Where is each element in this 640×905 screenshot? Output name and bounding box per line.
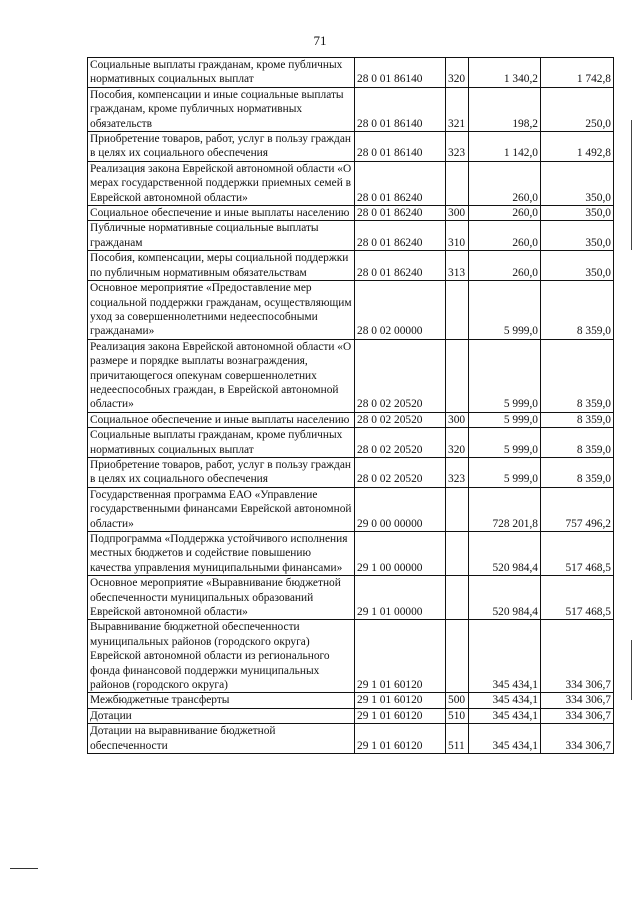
row-name-cell: Дотации на выравнивание бюджетной обеспеченности bbox=[88, 724, 355, 754]
row-name-cell: Основное мероприятие «Выравнивание бюджетной обеспеченности муниципальных образований Еврейской автономной области» bbox=[88, 576, 355, 620]
row-sum2-cell: 334 306,7 bbox=[541, 708, 614, 723]
row-vr-cell: 320 bbox=[446, 428, 469, 458]
row-sum1-cell: 260,0 bbox=[469, 206, 541, 221]
row-vr-cell bbox=[446, 339, 469, 412]
row-vr-cell: 323 bbox=[446, 457, 469, 487]
row-code-cell: 28 0 02 20520 bbox=[355, 412, 446, 427]
row-code-cell: 28 0 02 20520 bbox=[355, 339, 446, 412]
table-row bbox=[88, 87, 614, 131]
row-name-cell: Социальные выплаты гражданам, кроме публичных нормативных социальных выплат bbox=[88, 58, 355, 88]
row-code-cell: 29 1 01 60120 bbox=[355, 693, 446, 708]
row-sum1-cell: 5 999,0 bbox=[469, 428, 541, 458]
row-sum1-cell: 5 999,0 bbox=[469, 457, 541, 487]
row-code-cell: 29 1 01 60120 bbox=[355, 724, 446, 754]
row-sum2-cell: 517 468,5 bbox=[541, 532, 614, 576]
scan-edge-line bbox=[631, 120, 632, 250]
table-row bbox=[88, 708, 614, 723]
row-vr-cell: 300 bbox=[446, 412, 469, 427]
row-vr-cell bbox=[446, 532, 469, 576]
row-sum2-cell: 8 359,0 bbox=[541, 428, 614, 458]
table-row bbox=[88, 620, 614, 693]
table-row bbox=[88, 532, 614, 576]
row-sum2-cell: 334 306,7 bbox=[541, 724, 614, 754]
row-vr-cell: 300 bbox=[446, 206, 469, 221]
row-sum1-cell: 5 999,0 bbox=[469, 412, 541, 427]
row-sum1-cell: 345 434,1 bbox=[469, 708, 541, 723]
row-name-cell: Пособия, компенсации, меры социальной поддержки по публичным нормативным обязательствам bbox=[88, 251, 355, 281]
row-sum1-cell: 345 434,1 bbox=[469, 620, 541, 693]
row-sum1-cell: 345 434,1 bbox=[469, 693, 541, 708]
row-sum1-cell: 1 142,0 bbox=[469, 132, 541, 162]
page-number: 71 bbox=[313, 33, 327, 48]
footnote-rule bbox=[10, 868, 38, 869]
row-sum2-cell: 350,0 bbox=[541, 206, 614, 221]
row-name-cell: Пособия, компенсации и иные социальные выплаты гражданам, кроме публичных нормативных обязательств bbox=[88, 87, 355, 131]
row-name-cell: Приобретение товаров, работ, услуг в пользу граждан в целях их социального обеспечения bbox=[88, 132, 355, 162]
row-sum2-cell: 517 468,5 bbox=[541, 576, 614, 620]
row-sum2-cell: 8 359,0 bbox=[541, 457, 614, 487]
scan-edge-line bbox=[631, 640, 632, 700]
row-sum1-cell: 5 999,0 bbox=[469, 281, 541, 340]
row-sum1-cell: 1 340,2 bbox=[469, 58, 541, 88]
row-sum2-cell: 350,0 bbox=[541, 161, 614, 205]
row-vr-cell: 510 bbox=[446, 708, 469, 723]
row-vr-cell: 323 bbox=[446, 132, 469, 162]
row-sum2-cell: 757 496,2 bbox=[541, 487, 614, 531]
row-vr-cell: 310 bbox=[446, 221, 469, 251]
row-code-cell: 29 0 00 00000 bbox=[355, 487, 446, 531]
row-name-cell: Реализация закона Еврейской автономной области «О мерах государственной поддержки приемных семей в Еврейской автономной области» bbox=[88, 161, 355, 205]
row-code-cell: 29 1 01 00000 bbox=[355, 576, 446, 620]
row-name-cell: Социальное обеспечение и иные выплаты населению bbox=[88, 412, 355, 427]
row-vr-cell: 500 bbox=[446, 693, 469, 708]
row-code-cell: 28 0 02 20520 bbox=[355, 457, 446, 487]
row-sum1-cell: 260,0 bbox=[469, 251, 541, 281]
table-row bbox=[88, 576, 614, 620]
row-name-cell: Публичные нормативные социальные выплаты гражданам bbox=[88, 221, 355, 251]
row-sum2-cell: 1 742,8 bbox=[541, 58, 614, 88]
table-row bbox=[88, 161, 614, 205]
row-name-cell: Социальные выплаты гражданам, кроме публичных нормативных социальных выплат bbox=[88, 428, 355, 458]
table-row bbox=[88, 132, 614, 162]
row-sum1-cell: 520 984,4 bbox=[469, 532, 541, 576]
table-row bbox=[88, 693, 614, 708]
row-code-cell: 29 1 01 60120 bbox=[355, 708, 446, 723]
row-sum2-cell: 350,0 bbox=[541, 221, 614, 251]
row-code-cell: 28 0 01 86240 bbox=[355, 161, 446, 205]
row-name-cell: Подпрограмма «Поддержка устойчивого исполнения местных бюджетов и содействие повышению качества управления муниципальными финансами» bbox=[88, 532, 355, 576]
row-sum2-cell: 250,0 bbox=[541, 87, 614, 131]
row-vr-cell bbox=[446, 281, 469, 340]
row-sum1-cell: 728 201,8 bbox=[469, 487, 541, 531]
row-vr-cell bbox=[446, 487, 469, 531]
row-code-cell: 28 0 01 86140 bbox=[355, 87, 446, 131]
row-name-cell: Реализация закона Еврейской автономной области «О размере и порядке выплаты вознаграждения, причитающегося опекунам совершеннолетних недееспособных граждан, в Еврейской автономной области» bbox=[88, 339, 355, 412]
row-code-cell: 28 0 01 86240 bbox=[355, 251, 446, 281]
row-code-cell: 28 0 01 86140 bbox=[355, 58, 446, 88]
row-sum2-cell: 334 306,7 bbox=[541, 620, 614, 693]
table-row bbox=[88, 206, 614, 221]
row-sum2-cell: 8 359,0 bbox=[541, 412, 614, 427]
row-name-cell: Выравнивание бюджетной обеспеченности муниципальных районов (городского округа) Еврейской автономной области из регионального фонда финансовой поддержки муниципальных районов (городского округа) bbox=[88, 620, 355, 693]
table-row bbox=[88, 221, 614, 251]
row-code-cell: 28 0 01 86240 bbox=[355, 206, 446, 221]
row-code-cell: 29 1 01 60120 bbox=[355, 620, 446, 693]
row-name-cell: Дотации bbox=[88, 708, 355, 723]
table-row bbox=[88, 724, 614, 754]
row-name-cell: Государственная программа ЕАО «Управление государственными финансами Еврейской автономной области» bbox=[88, 487, 355, 531]
row-sum1-cell: 5 999,0 bbox=[469, 339, 541, 412]
table-row bbox=[88, 487, 614, 531]
row-code-cell: 28 0 02 00000 bbox=[355, 281, 446, 340]
row-vr-cell: 511 bbox=[446, 724, 469, 754]
row-sum1-cell: 345 434,1 bbox=[469, 724, 541, 754]
budget-table-body bbox=[88, 58, 614, 754]
row-sum2-cell: 8 359,0 bbox=[541, 281, 614, 340]
row-code-cell: 28 0 01 86240 bbox=[355, 221, 446, 251]
row-sum1-cell: 260,0 bbox=[469, 161, 541, 205]
table-row bbox=[88, 251, 614, 281]
row-sum2-cell: 334 306,7 bbox=[541, 693, 614, 708]
row-name-cell: Основное мероприятие «Предоставление мер социальной поддержки гражданам, осуществляющим уход за совершеннолетними недееспособными гражданами» bbox=[88, 281, 355, 340]
row-vr-cell: 313 bbox=[446, 251, 469, 281]
table-row bbox=[88, 428, 614, 458]
table-row bbox=[88, 412, 614, 427]
budget-table bbox=[87, 57, 614, 754]
row-sum1-cell: 520 984,4 bbox=[469, 576, 541, 620]
row-vr-cell bbox=[446, 576, 469, 620]
row-sum1-cell: 260,0 bbox=[469, 221, 541, 251]
row-sum2-cell: 1 492,8 bbox=[541, 132, 614, 162]
row-sum2-cell: 8 359,0 bbox=[541, 339, 614, 412]
table-row bbox=[88, 281, 614, 340]
row-name-cell: Приобретение товаров, работ, услуг в пользу граждан в целях их социального обеспечения bbox=[88, 457, 355, 487]
row-vr-cell: 321 bbox=[446, 87, 469, 131]
row-code-cell: 29 1 00 00000 bbox=[355, 532, 446, 576]
row-sum1-cell: 198,2 bbox=[469, 87, 541, 131]
row-vr-cell bbox=[446, 161, 469, 205]
row-name-cell: Социальное обеспечение и иные выплаты населению bbox=[88, 206, 355, 221]
row-code-cell: 28 0 01 86140 bbox=[355, 132, 446, 162]
row-code-cell: 28 0 02 20520 bbox=[355, 428, 446, 458]
table-row bbox=[88, 339, 614, 412]
table-row bbox=[88, 58, 614, 88]
row-sum2-cell: 350,0 bbox=[541, 251, 614, 281]
row-vr-cell bbox=[446, 620, 469, 693]
row-name-cell: Межбюджетные трансферты bbox=[88, 693, 355, 708]
table-row bbox=[88, 457, 614, 487]
row-vr-cell: 320 bbox=[446, 58, 469, 88]
